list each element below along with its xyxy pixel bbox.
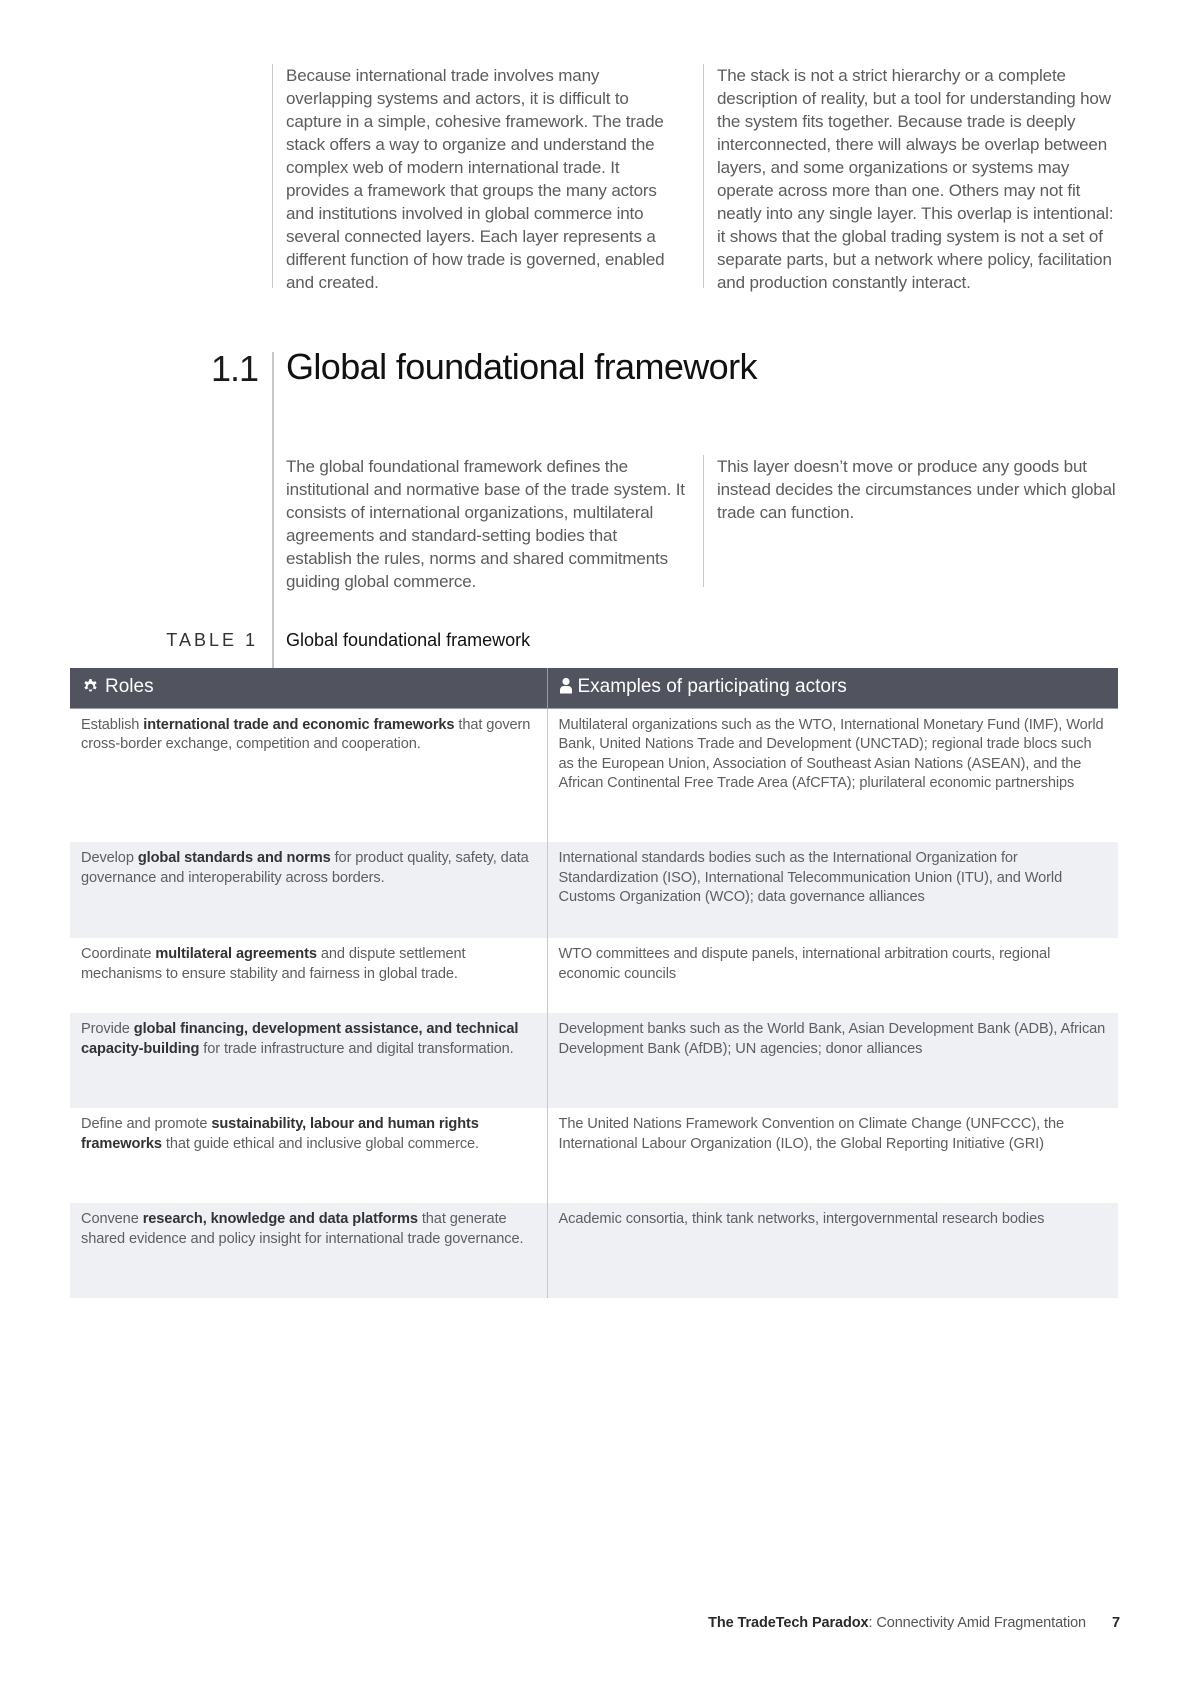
role-cell: Develop global standards and norms for product quality, safety, data governance and interoperability across borders. bbox=[70, 842, 547, 938]
section-divider bbox=[272, 352, 274, 668]
table-row bbox=[70, 1203, 1118, 1298]
role-cell: Coordinate multilateral agreements and dispute settlement mechanisms to ensure stability and fairness in global trade. bbox=[70, 938, 547, 1013]
table-row bbox=[70, 708, 1118, 842]
table-row bbox=[70, 938, 1118, 1013]
section-number: 1.1 bbox=[210, 348, 258, 389]
actors-cell: The United Nations Framework Convention on Climate Change (UNFCCC), the International Labour Organization (ILO), the Global Reporting Initiative (GRI) bbox=[558, 1116, 1065, 1152]
actors-cell: Academic consortia, think tank networks, intergovernmental research bodies bbox=[547, 1203, 1118, 1298]
intro-paragraph-right: The stack is not a strict hierarchy or a complete description of reality, but a tool for understanding how the system fits together. Because trade is deeply interconnected, there will always be overlap between layers, and some organizations or systems may operate across more than one. Others may not fit neatly into any single layer. This overlap is intentional: it shows that the global trading system is not a set of separate parts, but a network where policy, facilitation and production constantly interact. bbox=[703, 64, 1123, 288]
role-cell: Define and promote sustainability, labour and human rights frameworks that guide ethical and inclusive global commerce. bbox=[70, 1108, 547, 1203]
column-header-actors bbox=[547, 668, 1118, 708]
roles-table bbox=[70, 668, 1118, 1298]
actors-cell: Development banks such as the World Bank, Asian Development Bank (ADB), African Development Bank (AfDB); UN agencies; donor alliances bbox=[547, 1013, 1118, 1108]
publication-title: The TradeTech Paradox bbox=[708, 1615, 869, 1631]
table-header-row bbox=[70, 668, 1118, 708]
intro-paragraph-left: Because international trade involves many overlapping systems and actors, it is difficult to capture in a simple, cohesive framework. The trade stack offers a way to organize and understand the complex web of modern international trade. It provides a framework that groups the many actors and institutions involved in global commerce into several connected layers. Each layer represents a different function of how trade is governed, enabled and created. bbox=[272, 64, 682, 288]
page-footer bbox=[600, 1615, 1120, 1631]
table-row bbox=[70, 1013, 1118, 1108]
publication-subtitle: : Connectivity Amid Fragmentation bbox=[868, 1615, 1087, 1631]
actors-cell: Multilateral organizations such as the WTO, International Monetary Fund (IMF), World Bank, United Nations Trade and Development (UNCTAD); regional trade blocs such as the European Union, Association of Southeast Asian Nations (ASEAN), and the African Continental Free Trade Area (AfCFTA); plurilateral economic partnerships bbox=[558, 716, 1104, 791]
page-number: 7 bbox=[1112, 1615, 1120, 1631]
table-row bbox=[70, 1108, 1118, 1203]
actors-cell: WTO committees and dispute panels, international arbitration courts, regional economic councils bbox=[558, 946, 1051, 982]
role-cell: Convene research, knowledge and data platforms that generate shared evidence and policy insight for international trade governance. bbox=[70, 1203, 547, 1298]
role-cell: Establish international trade and economic frameworks that govern cross-border exchange, competition and cooperation. bbox=[70, 708, 547, 842]
section-body-right: This layer doesn’t move or produce any goods but instead decides the circumstances under which global trade can function. bbox=[703, 455, 1123, 587]
column-header-roles-label: Roles bbox=[105, 675, 154, 697]
table-label: TABLE 1 bbox=[166, 630, 258, 650]
table-row bbox=[70, 842, 1118, 938]
column-header-roles bbox=[70, 668, 547, 708]
role-cell: Provide global financing, development assistance, and technical capacity-building for trade infrastructure and digital transformation. bbox=[70, 1013, 547, 1108]
person-icon bbox=[560, 677, 572, 700]
gear-icon bbox=[82, 677, 99, 700]
column-header-actors-label: Examples of participating actors bbox=[577, 675, 847, 697]
actors-cell: International standards bodies such as the International Organization for Standardization (ISO), International Telecommunication Union (ITU), and World Customs Organization (WCO); data governance alliances bbox=[547, 842, 1118, 938]
table-title: Global foundational framework bbox=[286, 630, 531, 650]
section-title: Global foundational framework bbox=[286, 346, 757, 387]
section-body-left: The global foundational framework defines the institutional and normative base of the trade system. It consists of international organizations, multilateral agreements and standard-setting bodies that establish the rules, norms and shared commitments guiding global commerce. bbox=[286, 457, 685, 591]
